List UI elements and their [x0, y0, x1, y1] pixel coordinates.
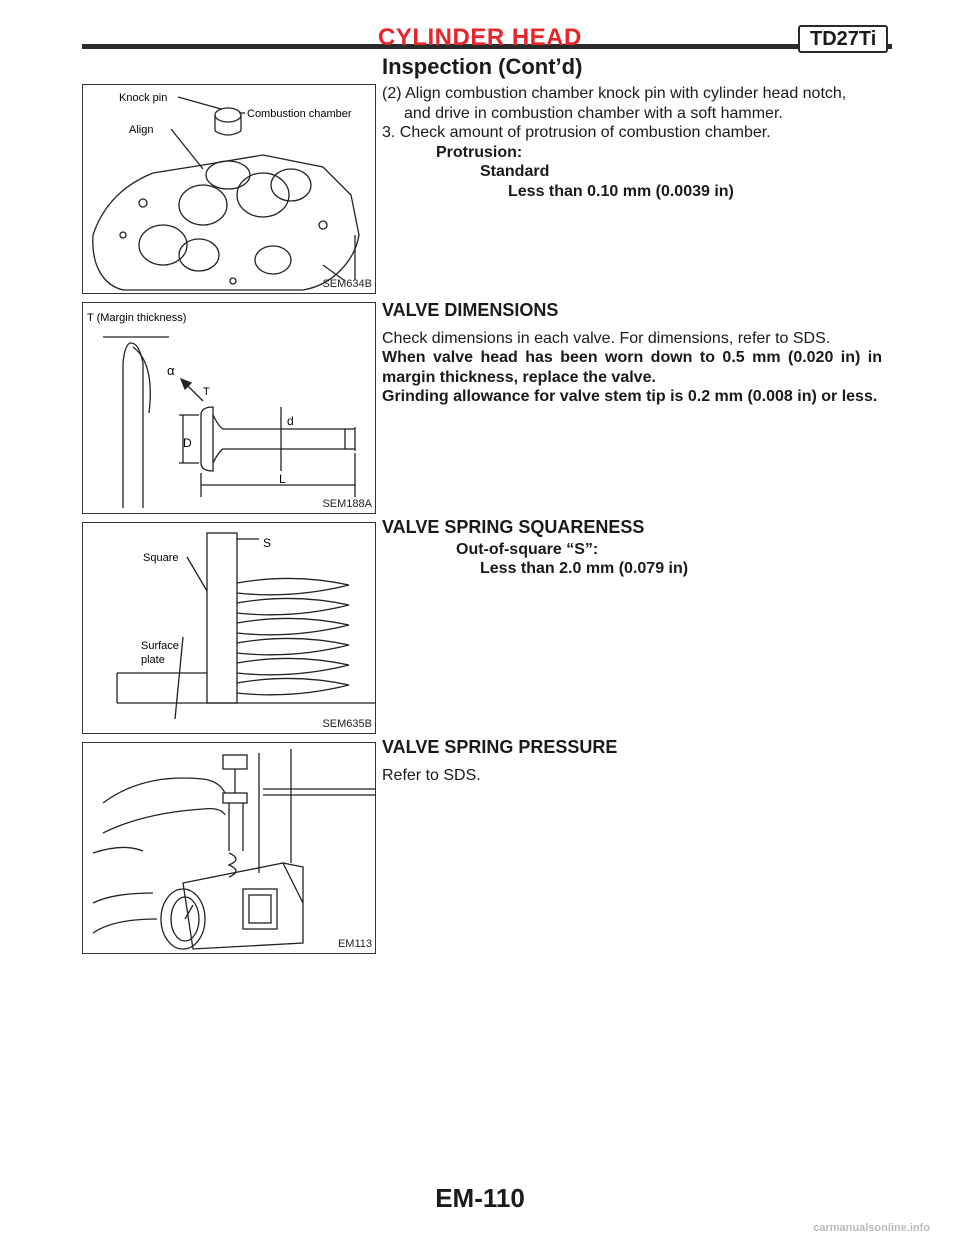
figure-code: SEM634B: [322, 278, 372, 290]
out-of-square-label: Out-of-square “S”:: [456, 540, 599, 558]
spring-squareness-drawing: [83, 523, 375, 733]
label-align: Align: [129, 124, 154, 136]
valve-dimensions-warning-2: Grinding allowance for valve stem tip is 0.2 mm (0.008 in) or less.: [382, 388, 878, 405]
label-knock-pin: Knock pin: [119, 92, 168, 104]
label-t: T: [203, 386, 210, 398]
figure-code: SEM188A: [322, 498, 372, 510]
model-badge: TD27Ti: [798, 25, 888, 53]
valve-dimensions-drawing: [83, 303, 375, 513]
section-spring-squareness: [382, 518, 882, 579]
page-title: CYLINDER HEAD: [378, 24, 582, 51]
combustion-chamber-drawing: [83, 85, 375, 293]
label-margin-thickness: T (Margin thickness): [87, 312, 187, 324]
label-alpha: α: [167, 363, 175, 378]
section-spring-pressure: [382, 738, 882, 785]
label-s: S: [263, 536, 272, 550]
protrusion-label: Protrusion:: [436, 143, 523, 161]
section-valve-dimensions: [382, 301, 882, 407]
step-3: 3. Check amount of protrusion of combustion chamber.: [382, 124, 771, 141]
protrusion-value: Less than 0.10 mm (0.0039 in): [508, 182, 734, 200]
section-combustion-chamber: [382, 84, 882, 201]
figure-combustion-chamber: [82, 84, 376, 294]
label-surface: Surface: [141, 640, 179, 652]
spring-pressure-text: Refer to SDS.: [382, 766, 481, 784]
out-of-square-value: Less than 2.0 mm (0.079 in): [480, 560, 689, 577]
step-2-line-1: (2) Align combustion chamber knock pin with cylinder head notch,: [382, 85, 847, 102]
spring-squareness-title: VALVE SPRING SQUARENESS: [382, 517, 645, 537]
figure-code: EM113: [337, 938, 372, 950]
page-subtitle: Inspection (Cont’d): [382, 54, 583, 79]
figure-spring-tester: [82, 742, 376, 954]
protrusion-standard: Standard: [480, 163, 550, 180]
label-combustion-chamber: Combustion chamber: [247, 108, 352, 120]
label-square: Square: [143, 552, 179, 564]
figure-valve-dimensions: [82, 302, 376, 514]
valve-dimensions-title: VALVE DIMENSIONS: [382, 300, 559, 320]
figure-code: SEM635B: [322, 718, 372, 730]
label-d-upper: D: [183, 436, 192, 450]
label-l: L: [279, 472, 286, 486]
label-plate: plate: [141, 654, 165, 666]
valve-dimensions-warning-1: When valve head has been worn down to 0.5 mm (0.020 in) in margin thickness, replace the valve.: [382, 349, 882, 386]
label-d-lower: d: [287, 414, 294, 428]
spring-tester-drawing: [83, 743, 375, 953]
step-2-line-2: and drive in combustion chamber with a soft hammer.: [404, 104, 783, 122]
page-number: EM-110: [435, 1183, 525, 1213]
valve-dimensions-text: Check dimensions in each valve. For dimensions, refer to SDS.: [382, 329, 831, 347]
watermark: carmanualsonline.info: [813, 1222, 930, 1234]
figure-spring-squareness: [82, 522, 376, 734]
spring-pressure-title: VALVE SPRING PRESSURE: [382, 737, 618, 757]
